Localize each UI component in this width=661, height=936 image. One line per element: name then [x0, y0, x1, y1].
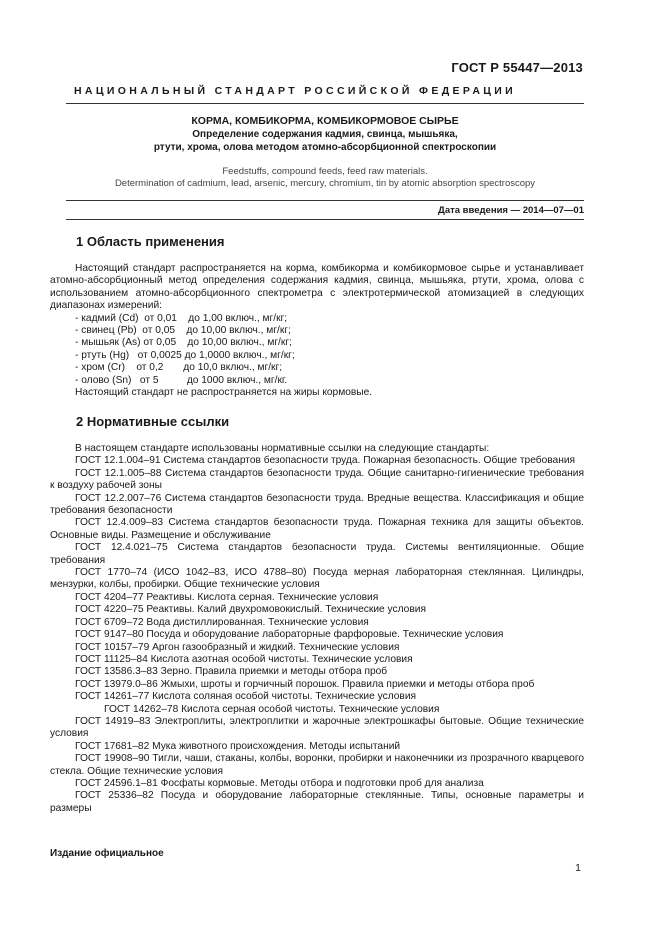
reference-item: ГОСТ 13586.3–83 Зерно. Правила приемки и методы отбора проб [75, 666, 388, 678]
reference-item: ГОСТ 12.4.009–83 Система стандартов безопасности труда. Пожарная техника для защиты объектов. Основные виды. Размещение и обслуживание [50, 517, 584, 541]
reference-item: ГОСТ 12.2.007–76 Система стандартов безопасности труда. Вредные вещества. Классификация и общие требования безопасности [50, 492, 584, 517]
english-title-line-1: Feedstuffs, compound feeds, feed raw materials. [222, 166, 428, 177]
range-item-chromium: - хром (Cr) от 0,2 до 10,0 включ., мг/кг; [75, 362, 283, 374]
references-intro: В настоящем стандарте использованы нормативные ссылки на следующие стандарты: [75, 443, 490, 454]
document-subtitle-line-2: ртути, хрома, олова методом атомно-абсорбционной спектроскопии [153, 142, 497, 153]
page-number: 1 [575, 862, 581, 874]
reference-item: ГОСТ 12.1.005–88 Система стандартов безопасности труда. Общие санитарно-гигиенические требования к воздуху рабочей зоны [50, 467, 584, 492]
scope-paragraph: Настоящий стандарт распространяется на корма, комбикорма и комбикормовое сырье и устанавливает атомно-абсорбционный метод определения содержания кадмия, свинца, мышьяка, ртути, хрома, олова с использованием атомно-абсорбционного спектрометра с электротермической атомизацией в следующих диапазонах измерений: [50, 263, 584, 312]
reference-item: ГОСТ 14261–77 Кислота соляная особой чистоты. Технические условия [75, 691, 417, 703]
reference-item: ГОСТ 12.1.004–91 Система стандартов безопасности труда. Пожарная безопасность. Общие требования [75, 455, 576, 467]
reference-item: ГОСТ 4204–77 Реактивы. Кислота серная. Технические условия [75, 591, 379, 603]
range-item-tin: - олово (Sn) от 5 до 1000 включ., мг/кг. [75, 374, 288, 386]
introduction-date: Дата введения — 2014—07—01 [438, 205, 584, 216]
reference-item: ГОСТ 13979.0–86 Жмыхи, шроты и горчичный порошок. Правила приемки и методы отбора проб [75, 678, 535, 690]
divider-top [66, 103, 584, 104]
english-title-line-2: Determination of cadmium, lead, arsenic, mercury, chromium, tin by atomic absorption spectroscopy [114, 178, 536, 189]
standard-number: ГОСТ Р 55447—2013 [451, 60, 583, 75]
english-title-block [66, 166, 584, 190]
reference-item: ГОСТ 19908–90 Тигли, чаши, стаканы, колбы, воронки, пробирки и наконечники из прозрачного кварцевого стекла. Общие технические условия [50, 753, 584, 777]
section-1-body [50, 263, 584, 399]
reference-item: ГОСТ 14262–78 Кислота серная особой чистоты. Технические условия [104, 703, 440, 715]
reference-item: ГОСТ 25336–82 Посуда и оборудование лабораторные стеклянные. Типы, основные параметры и размеры [50, 790, 584, 814]
reference-item: ГОСТ 9147–80 Посуда и оборудование лабораторные фарфоровые. Технические условия [75, 629, 504, 641]
range-item-arsenic: - мышьяк (As) от 0,05 до 10,00 включ., мг/кг; [75, 337, 292, 349]
section-2-body [50, 443, 584, 815]
official-edition-label: Издание официальное [50, 848, 164, 859]
reference-item: ГОСТ 24596.1–81 Фосфаты кормовые. Методы отбора и подготовки проб для анализа [75, 777, 484, 789]
divider-bottom [66, 219, 584, 220]
national-standard-banner: НАЦИОНАЛЬНЫЙ СТАНДАРТ РОССИЙСКОЙ ФЕДЕРАЦИИ [74, 85, 517, 97]
range-item-lead: - свинец (Pb) от 0,05 до 10,00 включ., мг/кг; [75, 325, 291, 337]
reference-item: ГОСТ 1770–74 (ИСО 1042–83, ИСО 4788–80) Посуда мерная лабораторная стеклянная. Цилиндры, мензурки, колбы, пробирки. Общие технические условия [50, 567, 584, 591]
reference-item: ГОСТ 4220–75 Реактивы. Калий двухромовокислый. Технические условия [75, 604, 426, 616]
range-item-mercury: - ртуть (Hg) от 0,0025 до 1,0000 включ., мг/кг; [75, 349, 295, 361]
section-1-heading: 1 Область применения [76, 234, 225, 249]
scope-exclusion-paragraph: Настоящий стандарт не распространяется на жиры кормовые. [75, 387, 373, 399]
reference-item: ГОСТ 12.4.021–75 Система стандартов безопасности труда. Системы вентиляционные. Общие требования [50, 542, 584, 566]
divider-middle [66, 200, 584, 201]
range-item-cadmium: - кадмий (Cd) от 0,01 до 1,00 включ., мг/кг; [75, 312, 288, 324]
reference-item: ГОСТ 11125–84 Кислота азотная особой чистоты. Технические условия [75, 653, 413, 665]
reference-item: ГОСТ 10157–79 Аргон газообразный и жидкий. Технические условия [75, 641, 400, 653]
reference-item: ГОСТ 14919–83 Электроплиты, электроплитки и жарочные электрошкафы бытовые. Общие технические условия [50, 715, 584, 740]
reference-item: ГОСТ 17681–82 Мука животного происхождения. Методы испытаний [75, 740, 401, 752]
section-2-heading: 2 Нормативные ссылки [76, 414, 230, 429]
document-title: КОРМА, КОМБИКОРМА, КОМБИКОРМОВОЕ СЫРЬЕ [191, 115, 459, 127]
title-block [66, 115, 584, 154]
document-subtitle-line-1: Определение содержания кадмия, свинца, мышьяка, [192, 129, 458, 140]
reference-item: ГОСТ 6709–72 Вода дистиллированная. Технические условия [75, 616, 369, 628]
